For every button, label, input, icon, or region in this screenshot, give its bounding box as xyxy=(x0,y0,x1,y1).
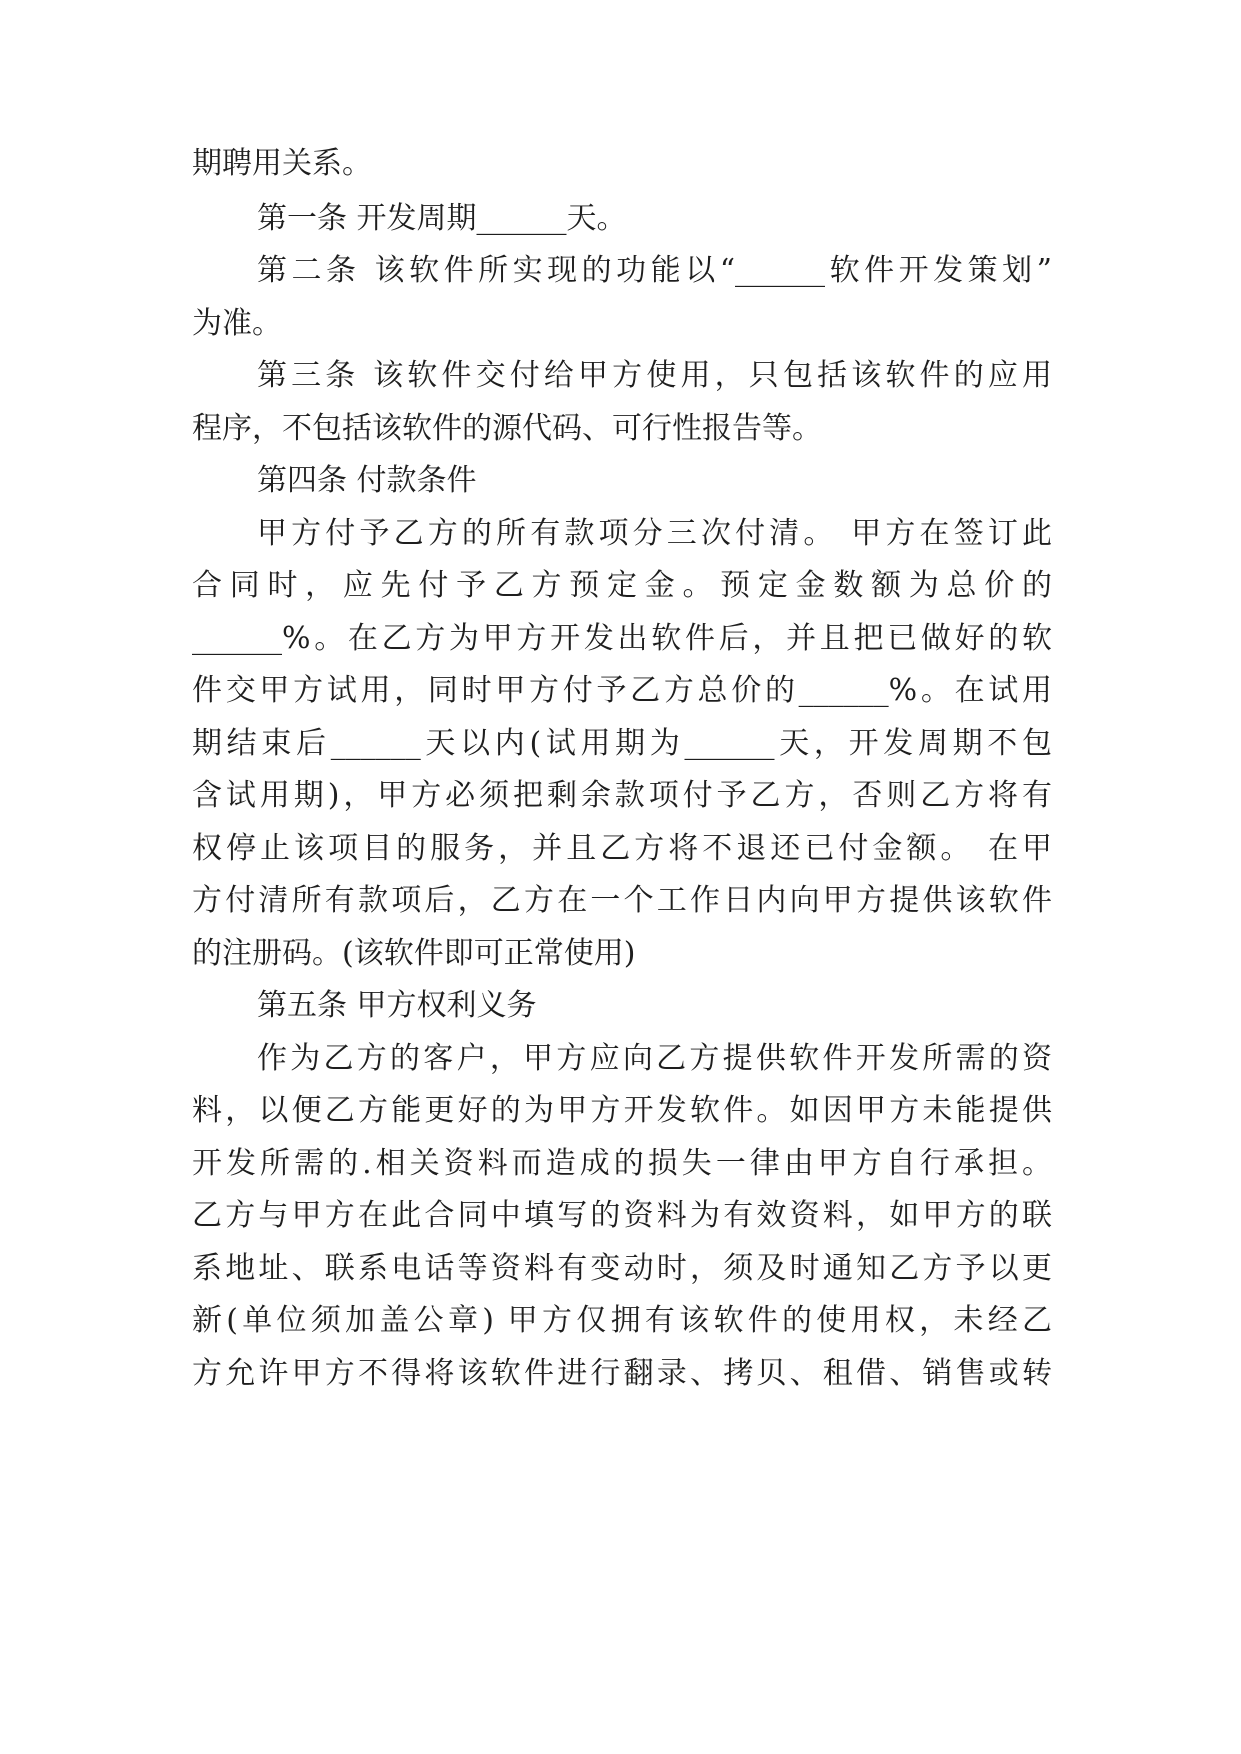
text-line: 乙方与甲方在此合同中填写的资料为有效资料，如甲方的联 xyxy=(192,1198,1052,1233)
text-line: 新(单位须加盖公章) 甲方仅拥有该软件的使用权，未经乙 xyxy=(192,1303,1052,1338)
text-line: 开发所需的.相关资料而造成的损失一律由甲方自行承担。 xyxy=(192,1146,1052,1181)
text-line: 期聘用关系。 xyxy=(192,146,372,181)
text-line: 作为乙方的客户，甲方应向乙方提供软件开发所需的资 xyxy=(257,1041,1052,1076)
text-line: 第三条 该软件交付给甲方使用，只包括该软件的应用 xyxy=(257,358,1052,393)
text-line: 第四条 付款条件 xyxy=(257,463,477,498)
text-line: 含试用期)，甲方必须把剩余款项付予乙方，否则乙方将有 xyxy=(192,778,1052,813)
text-line: ______%。在乙方为甲方开发出软件后，并且把已做好的软 xyxy=(192,621,1052,656)
text-line: 为准。 xyxy=(192,306,282,341)
text-line: 系地址、联系电话等资料有变动时，须及时通知乙方予以更 xyxy=(192,1251,1052,1286)
text-line: 程序，不包括该软件的源代码、可行性报告等。 xyxy=(192,411,822,446)
text-line: 第二条 该软件所实现的功能以“______软件开发策划” xyxy=(257,253,1052,288)
text-line: 合同时，应先付予乙方预定金。预定金数额为总价的 xyxy=(192,568,1052,603)
text-line: 权停止该项目的服务，并且乙方将不退还已付金额。 在甲 xyxy=(192,831,1052,866)
text-line: 期结束后______天以内(试用期为______天，开发周期不包 xyxy=(192,726,1052,761)
text-line: 料，以便乙方能更好的为甲方开发软件。如因甲方未能提供 xyxy=(192,1093,1052,1128)
text-line: 的注册码。(该软件即可正常使用) xyxy=(192,936,636,971)
text-line: 方付清所有款项后，乙方在一个工作日内向甲方提供该软件 xyxy=(192,883,1052,918)
text-line: 件交甲方试用，同时甲方付予乙方总价的______%。在试用 xyxy=(192,673,1052,708)
text-line: 方允许甲方不得将该软件进行翻录、拷贝、租借、销售或转 xyxy=(192,1356,1052,1391)
text-line: 甲方付予乙方的所有款项分三次付清。 甲方在签订此 xyxy=(257,516,1052,551)
text-line: 第五条 甲方权利义务 xyxy=(257,988,537,1023)
text-line: 第一条 开发周期______天。 xyxy=(257,201,627,236)
